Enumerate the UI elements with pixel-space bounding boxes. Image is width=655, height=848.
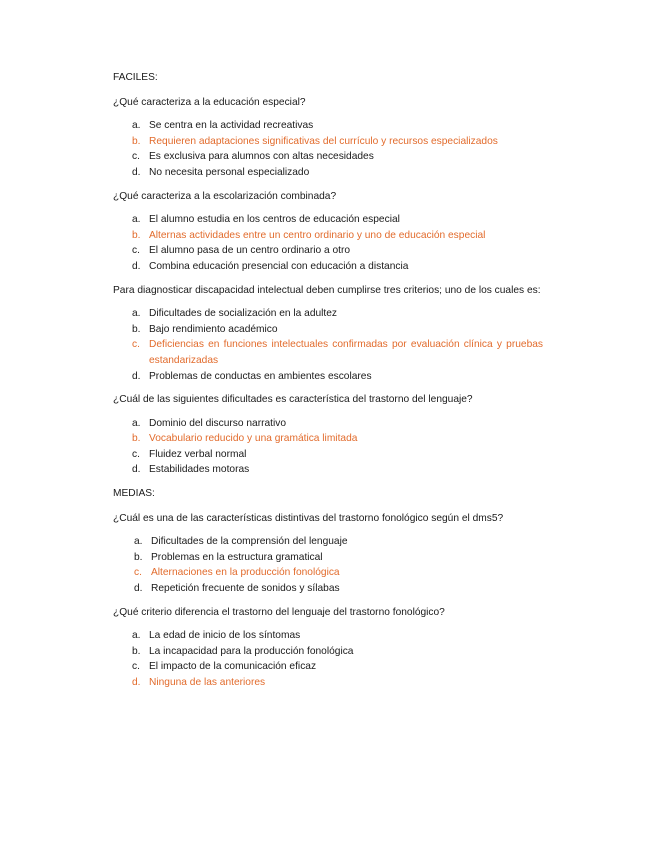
options-question-4 — [113, 416, 543, 478]
document-content — [113, 70, 543, 699]
options-question-6 — [113, 628, 543, 690]
option-4b-correct: b. Vocabulario reducido y una gramática limitada — [132, 433, 358, 445]
options-question-3 — [113, 306, 543, 384]
option-1a: a. Se centra en la actividad recreativas — [132, 120, 314, 132]
option-4d: d. Estabilidades motoras — [132, 464, 250, 476]
option-4c: c. Fluidez verbal normal — [132, 448, 247, 460]
option-4a: a. Dominio del discurso narrativo — [132, 417, 287, 429]
options-question-5 — [113, 534, 543, 596]
question-3: Para diagnosticar discapacidad intelectual deben cumplirse tres criterios; uno de los cuales es: — [113, 284, 541, 296]
option-1b-correct: b. Requieren adaptaciones significativas del currículo y recursos especializados — [132, 135, 498, 147]
option-5a: a. Dificultades de la comprensión del lenguaje — [134, 536, 348, 548]
option-6a: a. La edad de inicio de los síntomas — [132, 630, 301, 642]
question-4: ¿Cuál de las siguientes dificultades es característica del trastorno del lenguaje? — [113, 394, 473, 406]
option-2c: c. El alumno pasa de un centro ordinario a otro — [132, 245, 351, 257]
question-1: ¿Qué caracteriza a la educación especial? — [113, 96, 306, 108]
section-title-medias: MEDIAS: — [113, 488, 155, 500]
option-5d: d. Repetición frecuente de sonidos y sílabas — [134, 583, 340, 595]
question-5: ¿Cuál es una de las características distintivas del trastorno fonológico según el dms5? — [113, 512, 504, 524]
options-question-1 — [113, 118, 543, 180]
options-question-2 — [113, 212, 543, 274]
question-6: ¿Qué criterio diferencia el trastorno del lenguaje del trastorno fonológico? — [113, 606, 445, 618]
option-6d-correct: d. Ninguna de las anteriores — [132, 677, 266, 688]
option-6c: c. El impacto de la comunicación eficaz — [132, 661, 317, 673]
option-2d: d. Combina educación presencial con educación a distancia — [132, 260, 409, 272]
option-1d: d. No necesita personal especializado — [132, 166, 310, 178]
option-3a: a. Dificultades de socialización en la adultez — [132, 308, 338, 320]
option-2b-correct: b. Alternas actividades entre un centro ordinario y uno de educación especial — [132, 229, 486, 241]
option-2a: a. El alumno estudia en los centros de educación especial — [132, 214, 400, 226]
question-2: ¿Qué caracteriza a la escolarización combinada? — [113, 190, 337, 202]
option-3c-correct: c. Deficiencias en funciones intelectuales confirmadas por evaluación clínica y pruebas estandarizadas — [132, 339, 543, 366]
option-3d: d. Problemas de conductas en ambientes escolares — [132, 370, 372, 382]
option-3b: b. Bajo rendimiento académico — [132, 323, 278, 335]
option-5b: b. Problemas en la estructura gramatical — [134, 551, 323, 563]
section-title-faciles: FACILES: — [113, 72, 158, 83]
option-5c-correct: c. Alternaciones en la producción fonológica — [134, 567, 340, 579]
option-1c: c. Es exclusiva para alumnos con altas necesidades — [132, 151, 374, 163]
option-6b: b. La incapacidad para la producción fonológica — [132, 645, 354, 657]
